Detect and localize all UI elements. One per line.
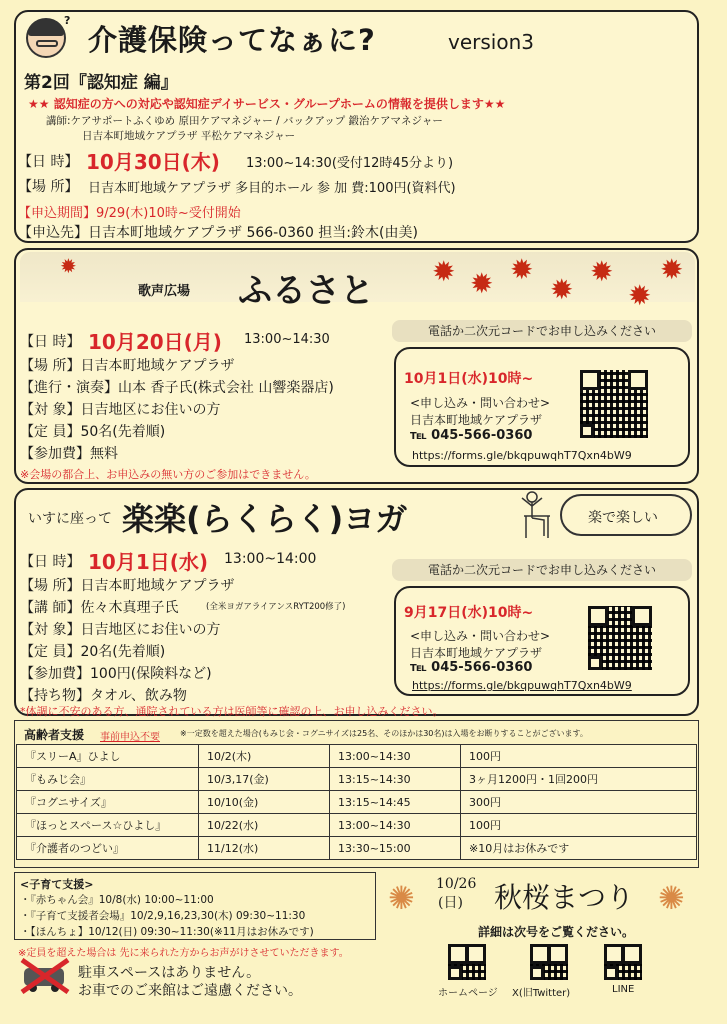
schedule-note: ※一定数を超えた場合(もみじ会・コグニサイズは25名、そのほかは30名)は入場をお断りすることがございます。 bbox=[180, 729, 588, 738]
table-cell: 10/22(水) bbox=[199, 814, 330, 837]
yoga-form-link[interactable]: https://forms.gle/bkqpuwqhT7Qxn4bW9 bbox=[412, 679, 632, 692]
yoga-info-row: 【場 所】日吉本町地域ケアプラザ bbox=[20, 578, 235, 594]
table-row bbox=[17, 837, 697, 860]
yoga-qr-code[interactable] bbox=[588, 606, 652, 670]
maple-leaf-icon: ✹ bbox=[628, 279, 652, 312]
table-cell: 『コグニサイズ』 bbox=[17, 791, 199, 814]
yoga-info-row: 【対 象】日吉地区にお住いの方 bbox=[20, 622, 221, 638]
yoga-contact-line: 日吉本町地域ケアプラザ bbox=[410, 646, 543, 660]
furusato-form-link[interactable]: https://forms.gle/bkqpuwqhT7Qxn4bW9 bbox=[412, 449, 632, 462]
matsuri-title: 秋桜まつり bbox=[494, 881, 635, 914]
kaigo-place-value: 日吉本町地域ケアプラザ 多目的ホール 参 加 費:100円(資料代) bbox=[88, 181, 456, 196]
table-cell: 『介護者のつどい』 bbox=[17, 837, 199, 860]
furusato-contact-header: 電話か二次元コードでお申し込みください bbox=[392, 320, 692, 342]
kaigo-version: version3 bbox=[448, 30, 534, 54]
yoga-contact-line: <申し込み・問い合わせ> bbox=[410, 629, 551, 643]
table-row bbox=[17, 814, 697, 837]
table-cell: 10/10(金) bbox=[199, 791, 330, 814]
kaigo-date-value: 10月30日(木) bbox=[86, 150, 220, 174]
furusato-contact-line: <申し込み・問い合わせ> bbox=[410, 396, 551, 410]
yoga-lecturer-note: (全米ヨガアライアンスRYT200修了) bbox=[206, 602, 346, 612]
furusato-contact-line: ℡ 045-566-0360 bbox=[410, 428, 533, 443]
kaigo-date-label: 【日 時】 bbox=[18, 154, 79, 170]
furusato-contact-start: 10月1日(水)10時~ bbox=[404, 371, 534, 387]
table-cell: 10/2(木) bbox=[199, 745, 330, 768]
kaigo-title: 介護保険ってなぁに? bbox=[88, 23, 376, 57]
furusato-subtitle: 歌声広場 bbox=[138, 284, 191, 299]
schedule-label: 高齢者支援 bbox=[24, 728, 85, 742]
table-cell: 10/3,17(金) bbox=[199, 768, 330, 791]
x-twitter-qr-code[interactable] bbox=[530, 944, 568, 980]
homepage-qr-label: ホームページ bbox=[438, 988, 498, 999]
yoga-info-row: 【参加費】100円(保険料など) bbox=[20, 666, 212, 682]
table-cell: 13:15~14:45 bbox=[330, 791, 461, 814]
yoga-title: 楽楽(らくらく)ヨガ bbox=[122, 500, 408, 538]
furusato-info-row: 【対 象】日吉地区にお住いの方 bbox=[20, 402, 221, 418]
table-cell: 『もみじ会』 bbox=[17, 768, 199, 791]
matsuri-day: (日) bbox=[438, 895, 463, 911]
line-qr-label: LINE bbox=[612, 984, 635, 995]
question-icon: ? bbox=[64, 14, 71, 27]
maple-leaf-icon: ✹ bbox=[470, 267, 494, 300]
cosmos-flower-icon: ✺ bbox=[388, 879, 415, 917]
kosodate-line: ・『子育て支援者会場』10/2,9,16,23,30(木) 09:30~11:30 bbox=[20, 910, 306, 922]
kaigo-place-label: 【場 所】 bbox=[18, 179, 79, 195]
yoga-info-row: 【定 員】20名(先着順) bbox=[20, 644, 166, 660]
table-cell: 13:00~14:30 bbox=[330, 814, 461, 837]
kaigo-lecturer-1: 講師:ケアサポートふくゆめ 原田ケアマネジャー / バックアップ 鍛治ケアマネジャー bbox=[46, 115, 443, 127]
table-cell: 『ほっとスペース☆ひよし』 bbox=[17, 814, 199, 837]
table-row bbox=[17, 791, 697, 814]
kaigo-apply-period: 【申込期間】9/29(木)10時~受付開始 bbox=[18, 206, 241, 221]
person-icon bbox=[26, 18, 66, 58]
schedule-no-apply: 事前申込不要 bbox=[100, 732, 160, 743]
yoga-contact-header: 電話か二次元コードでお申し込みください bbox=[392, 559, 692, 581]
schedule-table bbox=[16, 744, 697, 860]
yoga-contact-line: ℡ 045-566-0360 bbox=[410, 660, 533, 675]
table-cell: 3ヶ月1200円・1回200円 bbox=[461, 768, 697, 791]
furusato-qr-code[interactable] bbox=[580, 370, 648, 438]
kaigo-lecturer-2: 日吉本町地域ケアプラザ 平松ケアマネジャー bbox=[82, 130, 296, 142]
matsuri-date: 10/26 bbox=[436, 876, 477, 892]
maple-leaf-icon: ✹ bbox=[660, 253, 684, 286]
parking-line-1: 駐車スペースはありません。 bbox=[78, 965, 261, 981]
yoga-date-time: 13:00~14:00 bbox=[224, 551, 317, 567]
kaigo-session: 第2回『認知症 編』 bbox=[24, 73, 178, 93]
table-row bbox=[17, 768, 697, 791]
table-cell: ※10月はお休みです bbox=[461, 837, 697, 860]
no-parking-icon bbox=[18, 958, 72, 994]
furusato-contact-line: 日吉本町地域ケアプラザ bbox=[410, 413, 543, 427]
yoga-info-row: 【講 師】佐々木真理子氏 bbox=[20, 600, 179, 616]
maple-leaf-icon: ✹ bbox=[432, 255, 456, 288]
table-cell: 『スリーA』ひよし bbox=[17, 745, 199, 768]
yoga-note: *体調に不安のある方、通院されている方は医師等に確認の上、お申し込みください。 bbox=[20, 705, 444, 718]
kaigo-banner: ★★ 認知症の方への対応や認知症デイサービス・グループホームの情報を提供します★★ bbox=[28, 97, 506, 111]
kaigo-date-time: 13:00~14:30(受付12時45分より) bbox=[246, 156, 454, 171]
chair-yoga-icon bbox=[510, 490, 556, 540]
table-cell: 13:15~14:30 bbox=[330, 768, 461, 791]
yoga-tagline: 楽で楽しい bbox=[588, 510, 658, 526]
furusato-info-row: 【定 員】50名(先着順) bbox=[20, 424, 166, 440]
kosodate-line: ・『赤ちゃん会』10/8(水) 10:00~11:00 bbox=[20, 894, 214, 906]
table-cell: 300円 bbox=[461, 791, 697, 814]
maple-leaf-icon: ✹ bbox=[60, 254, 77, 278]
furusato-info-row: 【場 所】日吉本町地域ケアプラザ bbox=[20, 358, 235, 374]
homepage-qr-code[interactable] bbox=[448, 944, 486, 980]
furusato-title: ふるさと bbox=[238, 271, 374, 311]
kosodate-title: <子育て支援> bbox=[20, 878, 94, 891]
table-cell: 13:00~14:30 bbox=[330, 745, 461, 768]
parking-line-2: お車でのご来館はご遠慮ください。 bbox=[78, 983, 302, 999]
furusato-info-row: 【進行・演奏】山本 香子氏(株式会社 山響楽器店) bbox=[20, 380, 334, 396]
maple-leaf-icon: ✹ bbox=[510, 253, 534, 286]
kaigo-apply-to: 【申込先】日吉本町地域ケアプラザ 566-0360 担当:鈴木(由美) bbox=[18, 225, 418, 241]
furusato-info-row: 【参加費】無料 bbox=[20, 446, 118, 462]
table-cell: 100円 bbox=[461, 814, 697, 837]
matsuri-next: 詳細は次号をご覧ください。 bbox=[478, 925, 635, 939]
furusato-note: ※会場の都合上、お申込みの無い方のご参加はできません。 bbox=[20, 468, 316, 481]
table-cell: 11/12(水) bbox=[199, 837, 330, 860]
furusato-date-time: 13:00~14:30 bbox=[244, 332, 330, 347]
maple-leaf-icon: ✹ bbox=[590, 255, 614, 288]
overflow-note: ※定員を超えた場合は 先に来られた方からお声がけさせていただきます。 bbox=[18, 948, 349, 959]
table-row bbox=[17, 745, 697, 768]
x-twitter-qr-label: X(旧Twitter) bbox=[512, 988, 571, 999]
yoga-contact-start: 9月17日(水)10時~ bbox=[404, 605, 534, 621]
table-cell: 100円 bbox=[461, 745, 697, 768]
yoga-date-value: 10月1日(水) bbox=[88, 550, 209, 574]
table-cell: 13:30~15:00 bbox=[330, 837, 461, 860]
kosodate-line: ・【ほんちょ】10/12(日) 09:30~11:30(※11月はお休みです) bbox=[20, 926, 314, 938]
furusato-date-label: 【日 時】 bbox=[20, 334, 81, 350]
maple-leaf-icon: ✹ bbox=[550, 273, 574, 306]
furusato-date-value: 10月20日(月) bbox=[88, 330, 222, 354]
yoga-info-row: 【持ち物】タオル、飲み物 bbox=[20, 688, 187, 704]
cosmos-flower-icon: ✺ bbox=[658, 879, 685, 917]
line-qr-code[interactable] bbox=[604, 944, 642, 980]
yoga-subtitle: いすに座って bbox=[28, 511, 112, 527]
yoga-date-label: 【日 時】 bbox=[20, 554, 81, 570]
